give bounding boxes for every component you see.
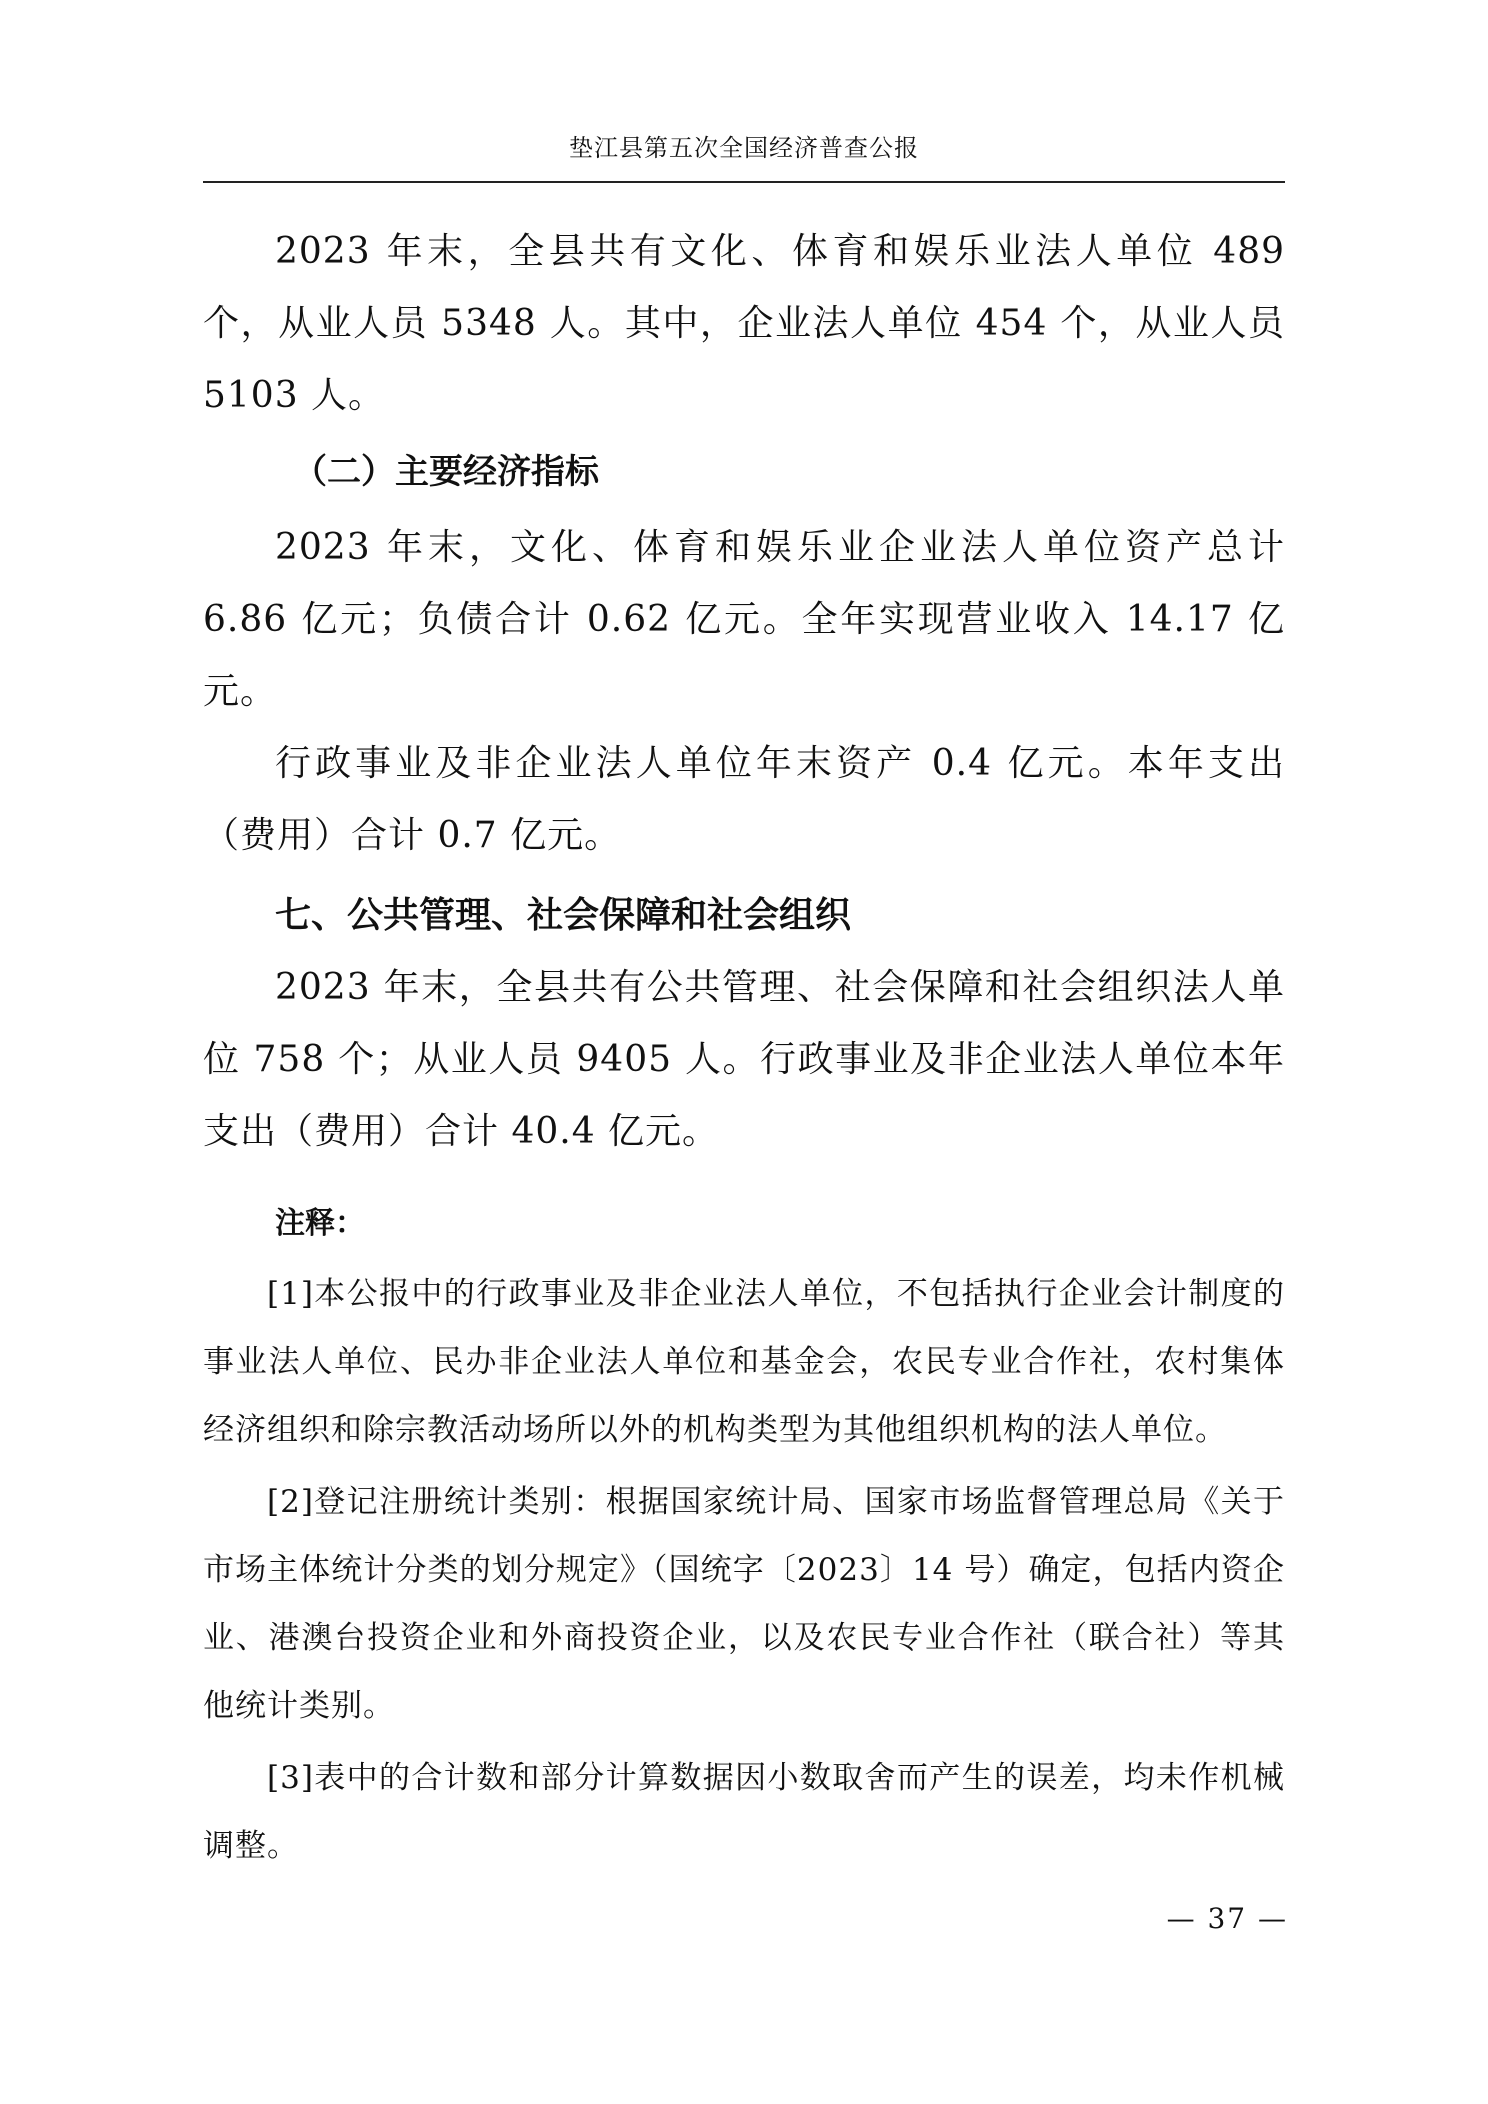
note-2: [2]登记注册统计类别：根据国家统计局、国家市场监督管理总局《关于市场主体统计分类的划分规定》（国统字〔2023〕14 号）确定，包括内资企业、港澳台投资企业和外商投资企业，以及农民专业合作社（联合社）等其他统计类别。	[203, 1484, 1285, 1724]
paragraph-admin-assets: 行政事业及非企业法人单位年末资产 0.4 亿元。本年支出（费用）合计 0.7 亿元。	[203, 743, 1285, 856]
page-content	[203, 216, 1285, 1880]
paragraph-public-management: 2023 年末，全县共有公共管理、社会保障和社会组织法人单位 758 个；从业人员 9405 人。行政事业及非企业法人单位本年支出（费用）合计 40.4 亿元。	[203, 967, 1285, 1152]
page-number: — 37 —	[1166, 1902, 1288, 1935]
header-rule	[203, 181, 1285, 183]
subheading-main-indicators: （二）主要经济指标	[293, 452, 599, 492]
section-heading-public-management: 七、公共管理、社会保障和社会组织	[275, 895, 852, 936]
note-3: [3]表中的合计数和部分计算数据因小数取舍而产生的误差，均未作机械调整。	[203, 1760, 1285, 1864]
note-1: [1]本公报中的行政事业及非企业法人单位，不包括执行企业会计制度的事业法人单位、民办非企业法人单位和基金会，农民专业合作社，农村集体经济组织和除宗教活动场所以外的机构类型为其他组织机构的法人单位。	[203, 1276, 1285, 1448]
paragraph-culture-finance: 2023 年末，文化、体育和娱乐业企业法人单位资产总计 6.86 亿元；负债合计 0.62 亿元。全年实现营业收入 14.17 亿元。	[203, 527, 1285, 712]
notes-heading: 注释：	[275, 1206, 365, 1241]
paragraph-culture-units: 2023 年末，全县共有文化、体育和娱乐业法人单位 489 个，从业人员 5348 人。其中，企业法人单位 454 个，从业人员 5103 人。	[203, 231, 1285, 416]
running-header: 垫江县第五次全国经济普查公报	[569, 134, 919, 162]
